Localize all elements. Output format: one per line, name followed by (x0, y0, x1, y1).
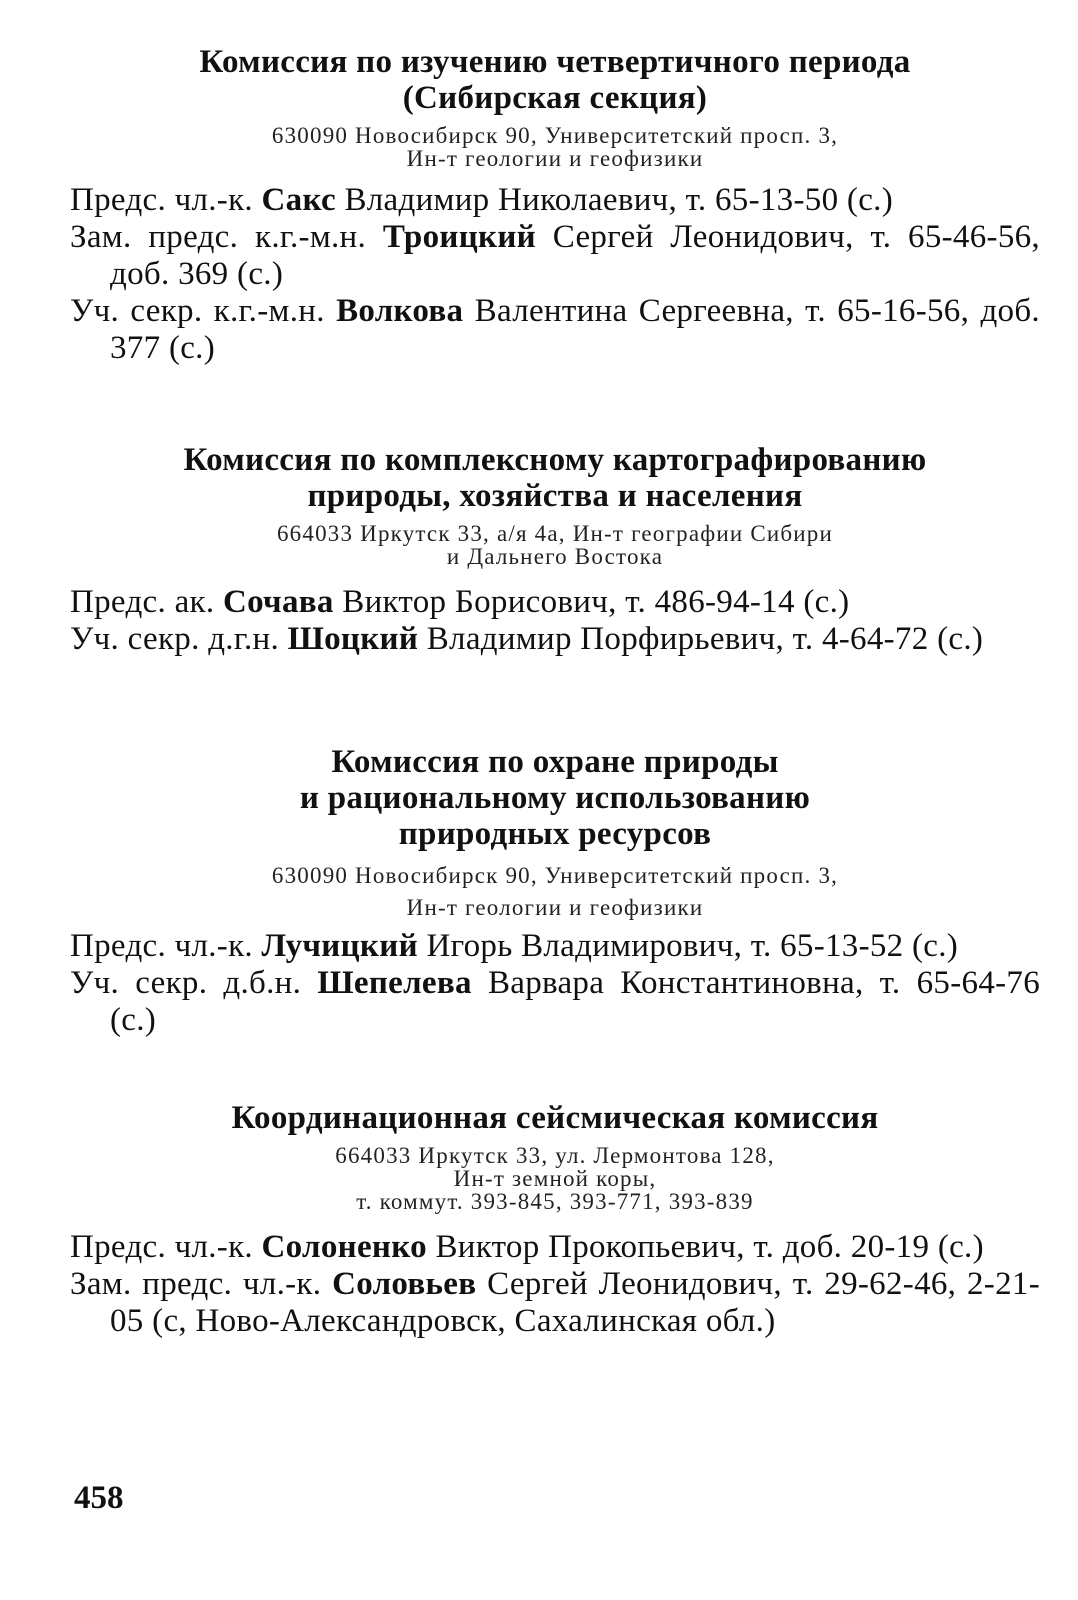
address-line: Ин-т земной коры, (453, 1166, 657, 1191)
commission-quaternary (70, 44, 1040, 367)
title-line: (Сибирская секция) (402, 80, 708, 116)
address-line: Ин-т геологии и геофизики (406, 146, 704, 171)
title-line: Координационная сейсмическая комиссия (231, 1100, 879, 1136)
member-list (70, 928, 1040, 1039)
section-address (70, 124, 1040, 170)
address-line: т. коммут. 393-845, 393-771, 393-839 (356, 1189, 754, 1214)
member-entry: Уч. секр. к.г.-м.н. Волкова Валентина Сергеевна, т. 65-16-56, доб. 377 (с.) (70, 293, 1040, 366)
title-line: Комиссия по комплексному картографированию (183, 442, 927, 478)
member-entry: Предс. чл.-к. Солоненко Виктор Прокопьевич, т. доб. 20-19 (с.) (70, 1229, 984, 1265)
address-line: 630090 Новосибирск 90, Университетский просп. 3, (271, 863, 839, 888)
member-entry: Уч. секр. д.г.н. Шоцкий Владимир Порфирьевич, т. 4-64-72 (с.) (70, 621, 984, 657)
member-entry: Предс. чл.-к. Лучицкий Игорь Владимирович, т. 65-13-52 (с.) (70, 928, 959, 964)
address-line: и Дальнего Востока (446, 544, 664, 569)
section-address (70, 522, 1040, 568)
address-line: 664033 Иркутск 33, а/я 4а, Ин-т географии Сибири (276, 521, 833, 546)
title-line: и рациональному использованию (299, 780, 811, 816)
member-entry: Уч. секр. д.б.н. Шепелева Варвара Константиновна, т. 65-64-76 (с.) (70, 965, 1041, 1038)
section-title (70, 1100, 1040, 1136)
section-title (70, 44, 1040, 116)
commission-cartography (70, 442, 1040, 658)
page-number: 458 (74, 1480, 124, 1516)
member-entry: Предс. чл.-к. Сакс Владимир Николаевич, т. 65-13-50 (с.) (70, 182, 893, 218)
title-line: природы, хозяйства и населения (307, 478, 803, 514)
member-list (70, 584, 1040, 658)
commission-seismic (70, 1100, 1040, 1340)
member-entry: Зам. предс. к.г.-м.н. Троицкий Сергей Леонидович, т. 65-46-56, доб. 369 (с.) (70, 219, 1040, 292)
member-list (70, 1229, 1040, 1340)
member-list (70, 182, 1040, 367)
commission-nature-protection (70, 744, 1040, 1039)
title-line: природных ресурсов (398, 816, 712, 852)
section-address (70, 860, 1040, 924)
title-line: Комиссия по изучению четвертичного периода (199, 44, 911, 80)
section-address (70, 1144, 1040, 1213)
address-line: 664033 Иркутск 33, ул. Лермонтова 128, (335, 1143, 775, 1168)
title-line: Комиссия по охране природы (331, 744, 779, 780)
address-line: 630090 Новосибирск 90, Университетский просп. 3, (271, 123, 839, 148)
section-title (70, 442, 1040, 514)
section-title (70, 744, 1040, 852)
address-line: Ин-т геологии и геофизики (406, 895, 704, 920)
member-entry: Предс. ак. Сочава Виктор Борисович, т. 486-94-14 (с.) (70, 584, 850, 620)
member-entry: Зам. предс. чл.-к. Соловьев Сергей Леонидович, т. 29-62-46, 2-21-05 (с, Ново-Александровск, Сахалинская обл.) (70, 1266, 1040, 1339)
